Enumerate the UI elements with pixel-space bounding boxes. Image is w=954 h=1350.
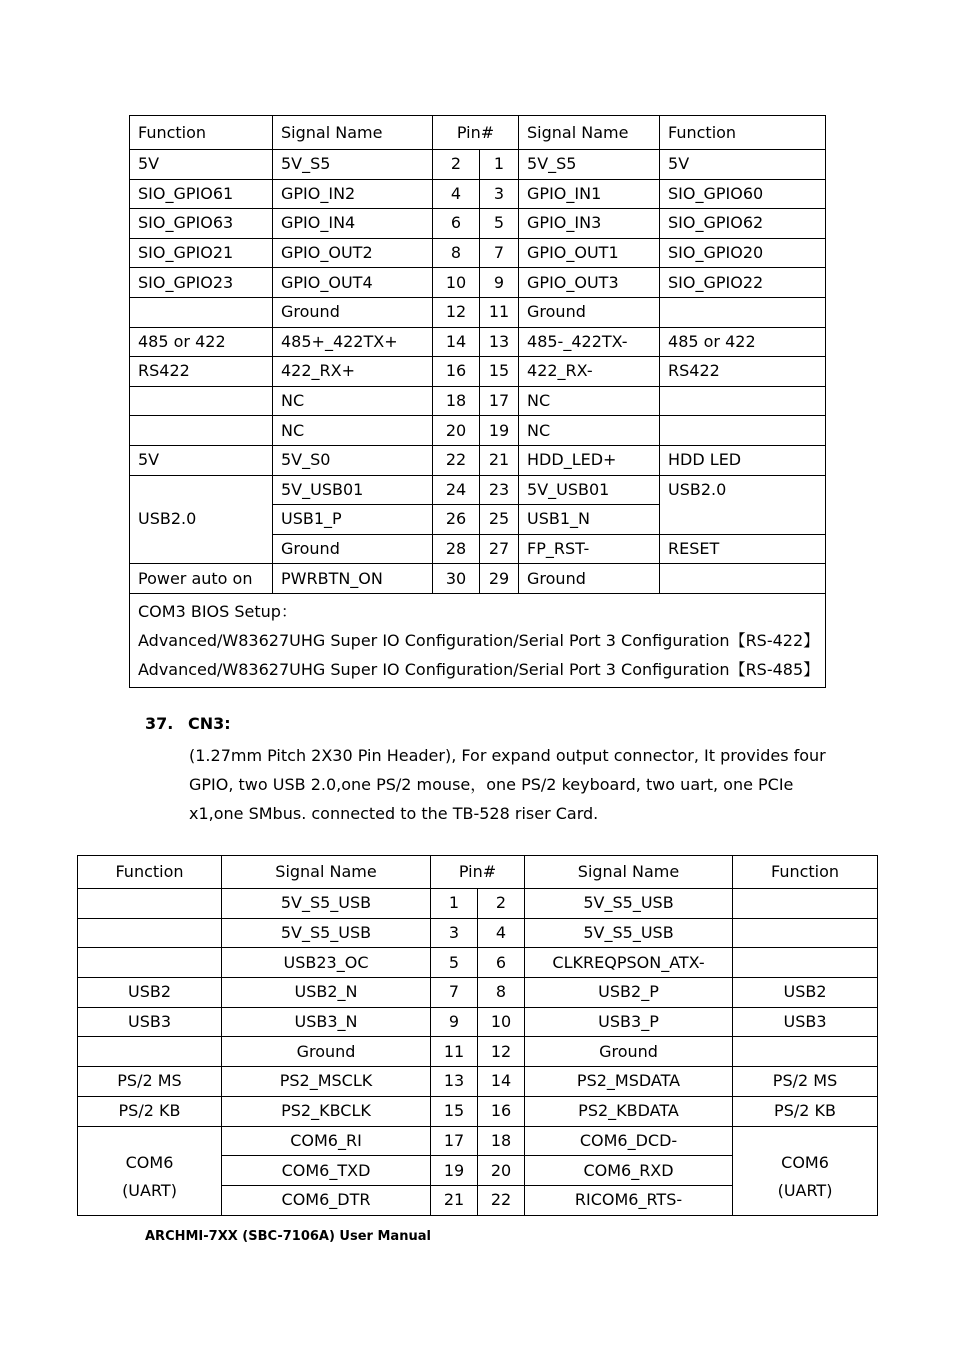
table-row xyxy=(130,416,826,446)
header-function-left: Function xyxy=(130,116,273,150)
cell-signal-right: Ground xyxy=(525,1037,733,1067)
cell-pin-left: 21 xyxy=(431,1185,478,1215)
cell-pin-right: 22 xyxy=(478,1185,525,1215)
cell-signal-left: USB1_P xyxy=(273,505,433,535)
cell-function-right xyxy=(733,918,878,948)
header-signal-left: Signal Name xyxy=(222,856,431,889)
cell-pin-right: 7 xyxy=(480,238,519,268)
table-row xyxy=(130,209,826,239)
cell-signal-right: GPIO_OUT3 xyxy=(519,268,660,298)
cell-function-right: HDD LED xyxy=(660,445,826,475)
cell-signal-left: COM6_DTR xyxy=(222,1185,431,1215)
cell-pin-right: 12 xyxy=(478,1037,525,1067)
cell-signal-right: USB3_P xyxy=(525,1007,733,1037)
cell-pin-left: 15 xyxy=(431,1096,478,1126)
cell-signal-left: COM6_RI xyxy=(222,1126,431,1156)
cell-pin-right: 15 xyxy=(480,357,519,387)
cell-signal-left: 422_RX+ xyxy=(273,357,433,387)
header-function-left: Function xyxy=(78,856,222,889)
cell-function-right xyxy=(733,1126,878,1215)
table-row xyxy=(130,475,826,505)
cell-function-left xyxy=(130,297,273,327)
cell-signal-right: RICOM6_RTS- xyxy=(525,1185,733,1215)
cell-pin-right: 10 xyxy=(478,1007,525,1037)
cell-pin-right: 4 xyxy=(478,918,525,948)
table-row xyxy=(130,386,826,416)
header-signal-left: Signal Name xyxy=(273,116,433,150)
cell-function-left: Power auto on xyxy=(130,564,273,594)
cell-pin-left: 22 xyxy=(433,445,480,475)
table-row xyxy=(78,1037,878,1067)
cell-function-right xyxy=(733,948,878,978)
cell-signal-left: GPIO_OUT4 xyxy=(273,268,433,298)
cell-pin-right: 18 xyxy=(478,1126,525,1156)
cell-function-left xyxy=(78,889,222,919)
cell-pin-right: 9 xyxy=(480,268,519,298)
cell-signal-right: 5V_S5_USB xyxy=(525,889,733,919)
footer-manual-title: ARCHMI-7XX (SBC-7106A) User Manual xyxy=(145,1229,431,1244)
note-line: Advanced/W83627UHG Super IO Configuration/Serial Port 3 Configuration【RS-485】 xyxy=(138,659,820,679)
cell-function-left: SIO_GPIO63 xyxy=(130,209,273,239)
cell-function-left: RS422 xyxy=(130,357,273,387)
cell-pin-left: 30 xyxy=(433,564,480,594)
cell-signal-right: NC xyxy=(519,386,660,416)
cell-signal-right: USB1_N xyxy=(519,505,660,535)
description-line: (1.27mm Pitch 2X30 Pin Header), For expand output connector, It provides four xyxy=(189,746,826,765)
cell-pin-left: 26 xyxy=(433,505,480,535)
pin-table-cn3 xyxy=(77,855,878,1216)
cell-pin-right: 11 xyxy=(480,297,519,327)
cell-pin-left: 5 xyxy=(431,948,478,978)
cell-pin-left: 28 xyxy=(433,534,480,564)
cell-signal-right: GPIO_IN1 xyxy=(519,179,660,209)
cell-function-right xyxy=(660,297,826,327)
cell-signal-right: USB2_P xyxy=(525,978,733,1008)
cell-pin-left: 18 xyxy=(433,386,480,416)
cell-pin-right: 20 xyxy=(478,1156,525,1186)
cell-function-right: SIO_GPIO22 xyxy=(660,268,826,298)
cell-function-left: PS/2 KB xyxy=(78,1096,222,1126)
cell-signal-left: Ground xyxy=(273,297,433,327)
cell-signal-left: 5V_S5_USB xyxy=(222,918,431,948)
cell-signal-left: 5V_S0 xyxy=(273,445,433,475)
table-note-row xyxy=(130,593,826,687)
cell-signal-right: PS2_KBDATA xyxy=(525,1096,733,1126)
cell-pin-left: 9 xyxy=(431,1007,478,1037)
table-row xyxy=(130,327,826,357)
cell-signal-left: Ground xyxy=(222,1037,431,1067)
cell-signal-right: GPIO_IN3 xyxy=(519,209,660,239)
section-description xyxy=(189,741,829,828)
cell-pin-left: 4 xyxy=(433,179,480,209)
cell-pin-left: 10 xyxy=(433,268,480,298)
cell-signal-left: PS2_KBCLK xyxy=(222,1096,431,1126)
cell-function-right: PS/2 MS xyxy=(733,1067,878,1097)
cell-pin-right: 2 xyxy=(478,889,525,919)
cell-text-line: (UART) xyxy=(777,1180,833,1200)
cell-function-left xyxy=(78,1126,222,1215)
cell-signal-right: FP_RST- xyxy=(519,534,660,564)
cell-function-right xyxy=(660,564,826,594)
cell-pin-left: 14 xyxy=(433,327,480,357)
header-pin: Pin# xyxy=(433,116,519,150)
cell-pin-left: 3 xyxy=(431,918,478,948)
table-row xyxy=(78,1126,878,1156)
cell-pin-right: 13 xyxy=(480,327,519,357)
cell-function-right xyxy=(660,386,826,416)
cell-function-left xyxy=(78,918,222,948)
cell-function-right xyxy=(733,1037,878,1067)
table-row xyxy=(130,238,826,268)
cell-signal-left: Ground xyxy=(273,534,433,564)
cell-pin-left: 7 xyxy=(431,978,478,1008)
table-row xyxy=(78,1096,878,1126)
cell-function-right xyxy=(733,889,878,919)
cell-function-left xyxy=(78,948,222,978)
header-function-right: Function xyxy=(733,856,878,889)
cell-signal-left: USB3_N xyxy=(222,1007,431,1037)
bios-setup-note xyxy=(130,593,826,687)
cell-signal-right: 5V_S5_USB xyxy=(525,918,733,948)
pin-table-body xyxy=(78,856,878,1216)
cell-function-left: USB3 xyxy=(78,1007,222,1037)
cell-text-line: COM6 xyxy=(781,1152,829,1172)
cell-pin-right: 19 xyxy=(480,416,519,446)
cell-pin-right: 23 xyxy=(480,475,519,505)
cell-pin-right: 8 xyxy=(478,978,525,1008)
section-number: 37. xyxy=(145,714,174,733)
cell-pin-left: 19 xyxy=(431,1156,478,1186)
cell-pin-right: 3 xyxy=(480,179,519,209)
cell-text-line: (UART) xyxy=(122,1180,177,1200)
cell-function-right: USB3 xyxy=(733,1007,878,1037)
cell-function-right: 5V xyxy=(660,150,826,180)
section-title: CN3: xyxy=(188,714,231,733)
cell-function-right: 485 or 422 xyxy=(660,327,826,357)
table-header-row xyxy=(78,856,878,889)
cell-pin-right: 21 xyxy=(480,445,519,475)
cell-pin-left: 12 xyxy=(433,297,480,327)
cell-signal-right: 422_RX- xyxy=(519,357,660,387)
cell-pin-left: 24 xyxy=(433,475,480,505)
cell-function-left: PS/2 MS xyxy=(78,1067,222,1097)
cell-signal-right: Ground xyxy=(519,564,660,594)
cell-function-right: SIO_GPIO62 xyxy=(660,209,826,239)
table-row xyxy=(130,179,826,209)
cell-signal-right: COM6_DCD- xyxy=(525,1126,733,1156)
cell-pin-right: 5 xyxy=(480,209,519,239)
table-row xyxy=(78,1007,878,1037)
cell-signal-right: COM6_RXD xyxy=(525,1156,733,1186)
cell-function-left xyxy=(78,1037,222,1067)
cell-pin-left: 2 xyxy=(433,150,480,180)
table-row xyxy=(78,918,878,948)
cell-pin-left: 20 xyxy=(433,416,480,446)
cell-function-left xyxy=(130,386,273,416)
table-row xyxy=(78,948,878,978)
cell-function-right: SIO_GPIO60 xyxy=(660,179,826,209)
cell-function-left: SIO_GPIO23 xyxy=(130,268,273,298)
header-function-right: Function xyxy=(660,116,826,150)
cell-function-left: 5V xyxy=(130,150,273,180)
cell-signal-right: CLKREQPSON_ATX- xyxy=(525,948,733,978)
header-pin: Pin# xyxy=(431,856,525,889)
cell-pin-right: 25 xyxy=(480,505,519,535)
description-line: x1,one SMbus. connected to the TB-528 riser Card. xyxy=(189,804,599,823)
cell-pin-left: 1 xyxy=(431,889,478,919)
cell-pin-left: 11 xyxy=(431,1037,478,1067)
cell-signal-right: 5V_USB01 xyxy=(519,475,660,505)
section-heading xyxy=(145,714,231,733)
cell-function-left: 485 or 422 xyxy=(130,327,273,357)
cell-pin-left: 13 xyxy=(431,1067,478,1097)
cell-pin-left: 6 xyxy=(433,209,480,239)
cell-function-left: SIO_GPIO61 xyxy=(130,179,273,209)
description-line: GPIO, two USB 2.0,one PS/2 mouse，one PS/2 keyboard, two uart, one PCIe xyxy=(189,775,794,794)
cell-function-right: RS422 xyxy=(660,357,826,387)
cell-pin-right: 16 xyxy=(478,1096,525,1126)
note-line: COM3 BIOS Setup： xyxy=(138,601,297,621)
cell-signal-left: PWRBTN_ON xyxy=(273,564,433,594)
cell-signal-left: GPIO_IN2 xyxy=(273,179,433,209)
table-row xyxy=(130,564,826,594)
cell-signal-left: 485+_422TX+ xyxy=(273,327,433,357)
cell-function-left xyxy=(130,416,273,446)
header-signal-right: Signal Name xyxy=(525,856,733,889)
cell-signal-right: HDD_LED+ xyxy=(519,445,660,475)
cell-function-right xyxy=(660,416,826,446)
table-row xyxy=(130,445,826,475)
pin-table-body xyxy=(130,116,826,688)
table-header-row xyxy=(130,116,826,150)
table-row xyxy=(78,978,878,1008)
cell-signal-left: PS2_MSCLK xyxy=(222,1067,431,1097)
cell-signal-left: USB2_N xyxy=(222,978,431,1008)
cell-pin-right: 29 xyxy=(480,564,519,594)
cell-pin-right: 27 xyxy=(480,534,519,564)
cell-pin-left: 16 xyxy=(433,357,480,387)
header-signal-right: Signal Name xyxy=(519,116,660,150)
table-row xyxy=(130,357,826,387)
cell-function-left: USB2.0 xyxy=(130,475,273,564)
cell-signal-right: 485-_422TX- xyxy=(519,327,660,357)
table-row xyxy=(78,889,878,919)
cell-signal-right: PS2_MSDATA xyxy=(525,1067,733,1097)
cell-signal-left: 5V_S5_USB xyxy=(222,889,431,919)
cell-signal-left: 5V_USB01 xyxy=(273,475,433,505)
cell-pin-right: 6 xyxy=(478,948,525,978)
cell-signal-left: COM6_TXD xyxy=(222,1156,431,1186)
cell-pin-right: 17 xyxy=(480,386,519,416)
cell-signal-right: Ground xyxy=(519,297,660,327)
cell-function-left: USB2 xyxy=(78,978,222,1008)
cell-signal-left: 5V_S5 xyxy=(273,150,433,180)
cell-signal-left: NC xyxy=(273,386,433,416)
cell-pin-left: 17 xyxy=(431,1126,478,1156)
pin-table-com3 xyxy=(129,115,826,688)
table-row xyxy=(78,1067,878,1097)
cell-signal-left: USB23_OC xyxy=(222,948,431,978)
cell-function-right: PS/2 KB xyxy=(733,1096,878,1126)
cell-signal-left: NC xyxy=(273,416,433,446)
cell-signal-left: GPIO_OUT2 xyxy=(273,238,433,268)
cell-pin-left: 8 xyxy=(433,238,480,268)
cell-signal-left: GPIO_IN4 xyxy=(273,209,433,239)
table-row xyxy=(130,297,826,327)
cell-pin-right: 1 xyxy=(480,150,519,180)
table-row xyxy=(130,150,826,180)
cell-function-right: USB2 xyxy=(733,978,878,1008)
cell-function-right: RESET xyxy=(660,534,826,564)
note-line: Advanced/W83627UHG Super IO Configuration/Serial Port 3 Configuration【RS-422】 xyxy=(138,630,820,650)
cell-function-right: USB2.0 xyxy=(660,475,826,534)
cell-function-left: 5V xyxy=(130,445,273,475)
table-row xyxy=(130,268,826,298)
cell-pin-right: 14 xyxy=(478,1067,525,1097)
cell-text-line: COM6 xyxy=(125,1152,174,1172)
cell-signal-right: GPIO_OUT1 xyxy=(519,238,660,268)
cell-function-left: SIO_GPIO21 xyxy=(130,238,273,268)
cell-signal-right: 5V_S5 xyxy=(519,150,660,180)
cell-function-right: SIO_GPIO20 xyxy=(660,238,826,268)
cell-signal-right: NC xyxy=(519,416,660,446)
